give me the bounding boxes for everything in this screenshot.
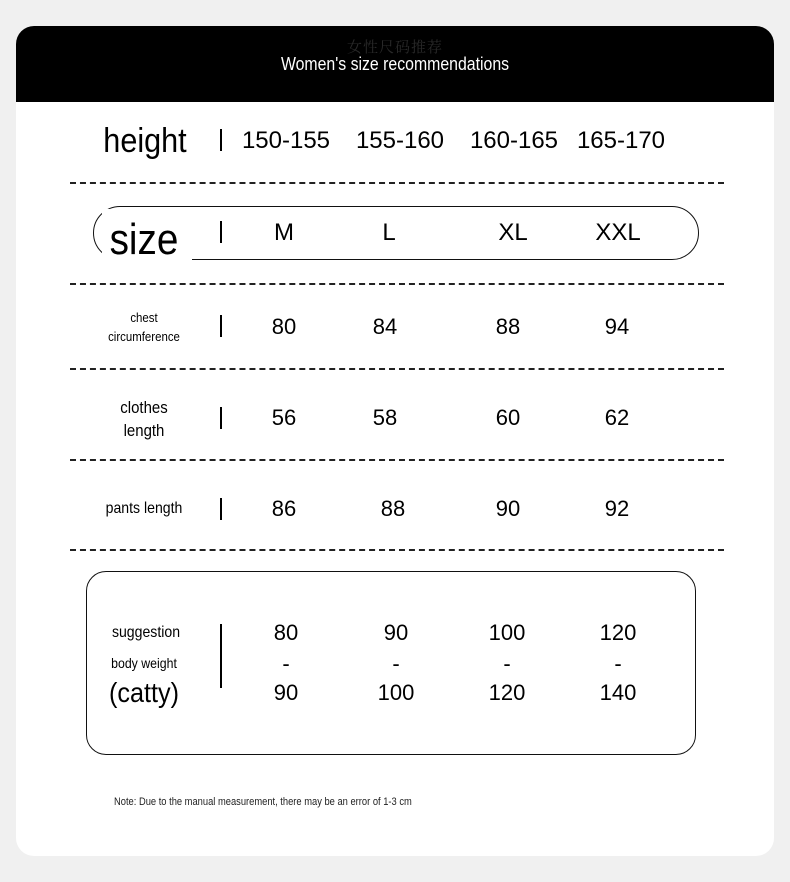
clothes-length-divider [220, 407, 222, 429]
banner-ghost-text: 女性尺码推荐 [346, 39, 443, 56]
row-divider [70, 182, 724, 184]
weight-min-value: 80 [273, 620, 299, 645]
clothes-length-value: 60 [495, 405, 521, 430]
chest-value: 88 [495, 314, 521, 339]
height-divider [220, 129, 222, 151]
weight-range-separator: - [503, 651, 511, 676]
pants-length-value: 90 [495, 496, 521, 521]
header-banner [16, 26, 774, 102]
clothes-length-label-line1: clothes [120, 398, 168, 417]
height-label: height [103, 122, 187, 160]
clothes-length-value: 62 [604, 405, 630, 430]
pants-length-divider [220, 498, 222, 520]
size-value: XXL [595, 219, 641, 246]
weight-label-line1: suggestion [111, 624, 181, 641]
row-divider [70, 368, 724, 370]
size-value: M [274, 219, 294, 246]
chest-value: 84 [372, 314, 398, 339]
size-value: L [382, 219, 396, 246]
size-label: size [109, 215, 179, 264]
size-value: XL [498, 219, 528, 246]
clothes-length-value: 56 [271, 405, 297, 430]
weight-range-separator: - [614, 651, 622, 676]
size-divider [220, 221, 222, 243]
row-divider [70, 283, 724, 285]
weight-min-value: 120 [599, 620, 637, 645]
chest-divider [220, 315, 222, 337]
weight-label-line2: body weight [111, 655, 177, 671]
weight-divider [220, 624, 222, 688]
height-value: 155-160 [355, 127, 445, 154]
height-value: 165-170 [576, 127, 666, 154]
measurement-note: Note: Due to the manual measurement, there may be an error of 1-3 cm [114, 796, 412, 808]
pants-length-value: 86 [271, 496, 297, 521]
chest-value: 80 [271, 314, 297, 339]
row-divider [70, 459, 724, 461]
weight-max-value: 120 [488, 680, 526, 705]
clothes-length-value: 58 [372, 405, 398, 430]
weight-label-line3: (catty) [108, 677, 180, 708]
pants-length-label: pants length [105, 500, 183, 517]
page-title: Women's size recommendations [280, 54, 510, 74]
chest-label-line1: chest [130, 310, 158, 325]
chest-value: 94 [604, 314, 630, 339]
size-chart-card [16, 26, 774, 856]
height-value: 150-155 [241, 127, 331, 154]
height-value: 160-165 [469, 127, 559, 154]
weight-range-separator: - [392, 651, 400, 676]
weight-max-value: 140 [599, 680, 637, 705]
weight-min-value: 100 [488, 620, 526, 645]
row-divider [70, 549, 724, 551]
weight-max-value: 100 [377, 680, 415, 705]
weight-range-separator: - [282, 651, 290, 676]
weight-min-value: 90 [383, 620, 409, 645]
pants-length-value: 92 [604, 496, 630, 521]
chest-label-line2: circumference [108, 329, 180, 344]
pants-length-value: 88 [380, 496, 406, 521]
clothes-length-label-line2: length [123, 421, 165, 440]
weight-max-value: 90 [273, 680, 299, 705]
